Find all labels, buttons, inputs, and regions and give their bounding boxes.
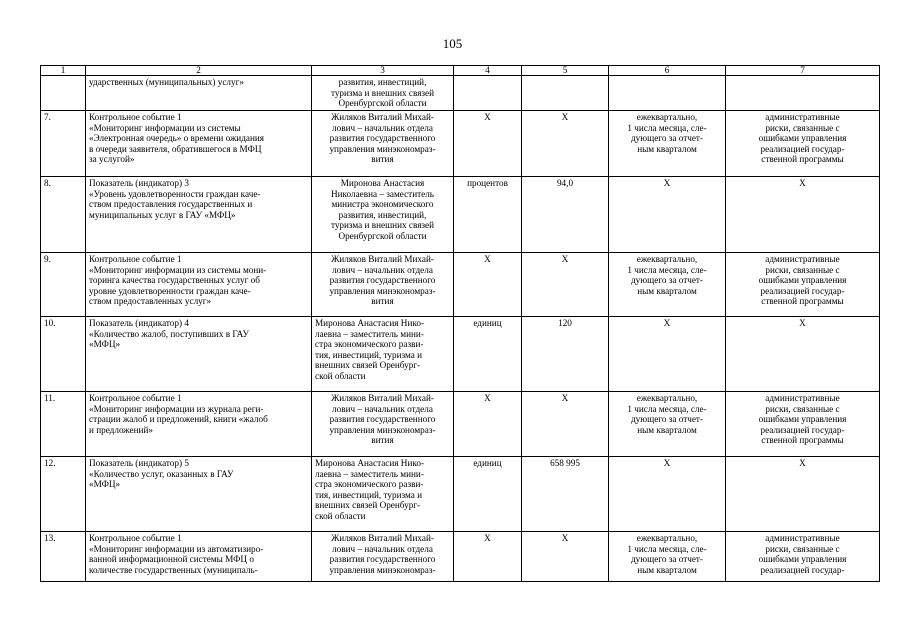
responsible-person: Жиляков Виталий Михай- лович – начальник отдела развития государственного управления минэкономраз-: [312, 532, 454, 582]
item-name: Контрольное событие 1 «Мониторинг информации из системы мони- торинга качества государственных услуг об уровне удовлетворенности граждан каче- ством предоставленных услуг»: [86, 253, 312, 317]
responsible-person: Жиляков Виталий Михай- лович – начальник отдела развития государственного управления минэкономраз- вития: [312, 253, 454, 317]
row-number: 9.: [41, 253, 86, 317]
unit: [454, 76, 522, 111]
value: Х: [522, 392, 609, 457]
table-row: [41, 457, 880, 532]
value: Х: [522, 111, 609, 177]
responsible-person: развития, инвестиций, туризма и внешних связей Оренбургской области: [312, 76, 454, 111]
risks: Х: [726, 457, 880, 532]
table-row: [41, 111, 880, 177]
column-number: 2: [86, 66, 312, 76]
table-row: [41, 532, 880, 582]
table-row: [41, 253, 880, 317]
value: [522, 76, 609, 111]
item-name: Показатель (индикатор) 3 «Уровень удовлетворенности граждан каче- ством предоставления государственных и муниципальных услуг в ГАУ «МФЦ»: [86, 177, 312, 253]
column-number: 6: [609, 66, 726, 76]
frequency: Х: [609, 177, 726, 253]
plan-table: [40, 65, 880, 582]
responsible-person: Жиляков Виталий Михай- лович – начальник отдела развития государственного управления минэкономраз- вития: [312, 111, 454, 177]
table-row: [41, 317, 880, 392]
frequency: Х: [609, 457, 726, 532]
column-number: 5: [522, 66, 609, 76]
risks: административные риски, связанные с ошибками управления реализацией государ- ственной программы: [726, 111, 880, 177]
frequency: [609, 76, 726, 111]
unit: Х: [454, 392, 522, 457]
row-number: 10.: [41, 317, 86, 392]
column-number: 3: [312, 66, 454, 76]
unit: Х: [454, 253, 522, 317]
item-name: Контрольное событие 1 «Мониторинг информации из автоматизиро- ванной информационной системы МФЦ о количестве государственных (муниципаль-: [86, 532, 312, 582]
frequency: Х: [609, 317, 726, 392]
item-name: ударственных (муниципальных) услуг»: [86, 76, 312, 111]
table-row: [41, 177, 880, 253]
column-number: 1: [41, 66, 86, 76]
column-number-row: [41, 66, 880, 76]
frequency: ежеквартально, 1 числа месяца, сле- дующего за отчет- ным кварталом: [609, 111, 726, 177]
frequency: ежеквартально, 1 числа месяца, сле- дующего за отчет- ным кварталом: [609, 532, 726, 582]
item-name: Показатель (индикатор) 5 «Количество услуг, оказанных в ГАУ «МФЦ»: [86, 457, 312, 532]
risks: административные риски, связанные с ошибками управления реализацией государ-: [726, 532, 880, 582]
table-row: [41, 76, 880, 111]
value: Х: [522, 253, 609, 317]
value: Х: [522, 532, 609, 582]
risks: административные риски, связанные с ошибками управления реализацией государ- ственной программы: [726, 253, 880, 317]
risks: Х: [726, 177, 880, 253]
row-number: 8.: [41, 177, 86, 253]
value: 120: [522, 317, 609, 392]
risks: [726, 76, 880, 111]
table-row: [41, 392, 880, 457]
unit: процентов: [454, 177, 522, 253]
item-name: Показатель (индикатор) 4 «Количество жалоб, поступивших в ГАУ «МФЦ»: [86, 317, 312, 392]
unit: единиц: [454, 317, 522, 392]
page-number: 105: [442, 36, 463, 51]
row-number: [41, 76, 86, 111]
frequency: ежеквартально, 1 числа месяца, сле- дующего за отчет- ным кварталом: [609, 392, 726, 457]
responsible-person: Миронова Анастасия Нико- лаевна – заместитель мини- стра экономического разви- тия, инвестиций, туризма и внешних связей Оренбург- ской области: [312, 457, 454, 532]
item-name: Контрольное событие 1 «Мониторинг информации из системы «Электронная очередь» о времени ожидания в очереди заявителя, обратившегося в МФЦ за услугой»: [86, 111, 312, 177]
responsible-person: Жиляков Виталий Михай- лович – начальник отдела развития государственного управления минэкономраз- вития: [312, 392, 454, 457]
unit: Х: [454, 532, 522, 582]
unit: Х: [454, 111, 522, 177]
row-number: 7.: [41, 111, 86, 177]
risks: Х: [726, 317, 880, 392]
row-number: 13.: [41, 532, 86, 582]
row-number: 11.: [41, 392, 86, 457]
value: 94,0: [522, 177, 609, 253]
responsible-person: Миронова Анастасия Николаевна – заместитель министра экономического развития, инвестиций, туризма и внешних связей Оренбургской области: [312, 177, 454, 253]
frequency: ежеквартально, 1 числа месяца, сле- дующего за отчет- ным кварталом: [609, 253, 726, 317]
item-name: Контрольное событие 1 «Мониторинг информации из журнала реги- страции жалоб и предложений, книги «жалоб и предложений»: [86, 392, 312, 457]
row-number: 12.: [41, 457, 86, 532]
column-number: 4: [454, 66, 522, 76]
value: 658 995: [522, 457, 609, 532]
column-number: 7: [726, 66, 880, 76]
unit: единиц: [454, 457, 522, 532]
risks: административные риски, связанные с ошибками управления реализацией государ- ственной программы: [726, 392, 880, 457]
responsible-person: Миронова Анастасия Нико- лаевна – заместитель мини- стра экономического разви- тия, инвестиций, туризма и внешних связей Оренбург- ской области: [312, 317, 454, 392]
